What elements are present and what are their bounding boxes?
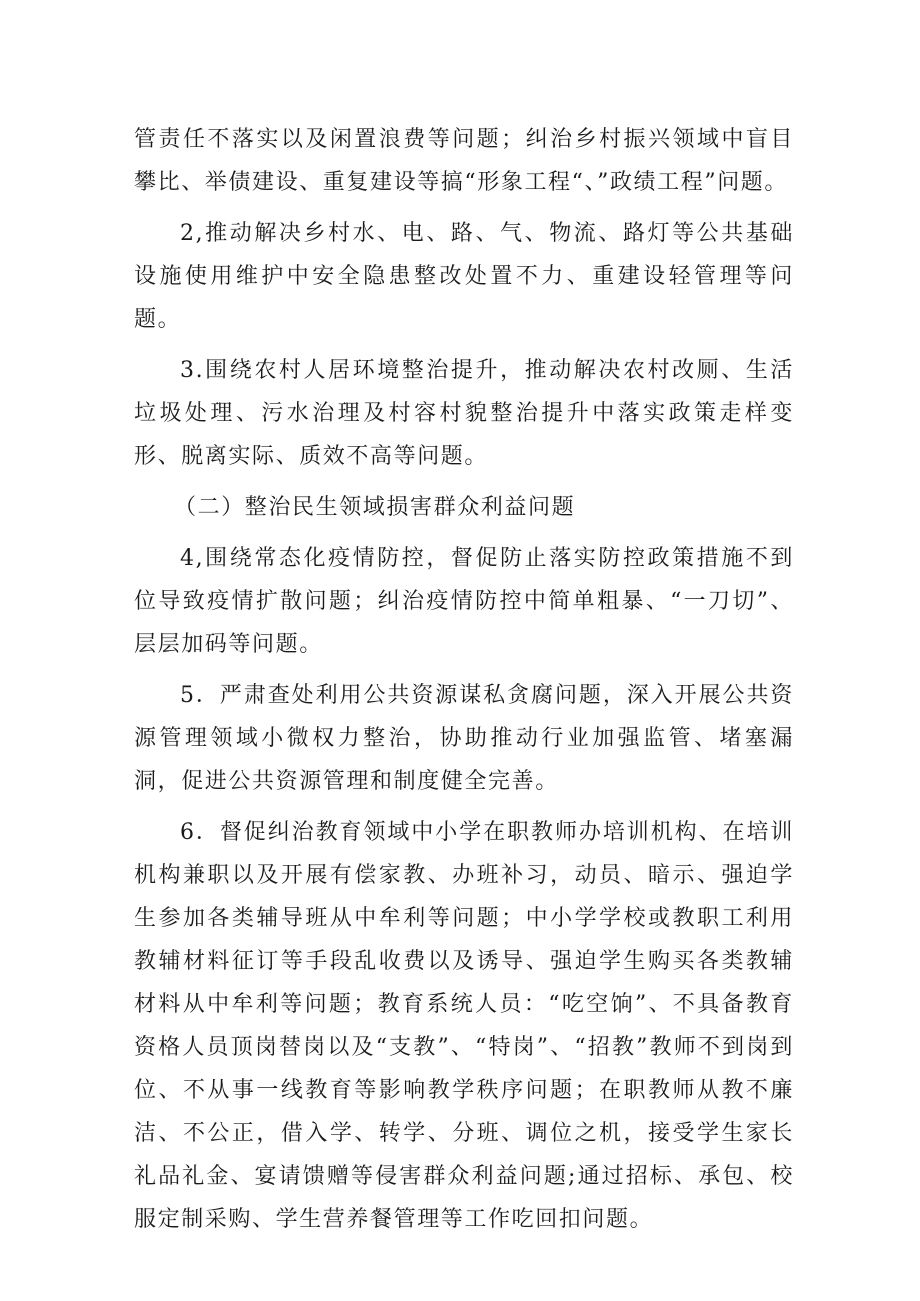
paragraph-item-5: 5．严肃查处利用公共资源谋私贪腐问题，深入开展公共资源管理领域小微权力整治，协助推动行业加强监管、堵塞漏洞，促进公共资源管理和制度健全完善。: [134, 683, 794, 794]
document-body: [134, 118, 794, 1249]
section-heading: （二）整治民生领域损害群众利益问题: [174, 495, 576, 520]
paragraph-item-4: 4,围绕常态化疫情防控，督促防止落实防控政策措施不到位导致疫情扩散问题；纠治疫情防控中简单粗暴、“一刀切”、层层加码等问题。: [134, 546, 794, 657]
paragraph-item-6: 6．督促纠治教育领域中小学在职教师办培训机构、在培训机构兼职以及开展有偿家教、办班补习，动员、暗示、强迫学生参加各类辅导班从中牟利等问题；中小学学校或教职工利用教辅材料征订等手段乱收费以及诱导、强迫学生购买各类教辅材料从中牟利等问题；教育系统人员：“吃空饷”、不具备教育资格人员顶岗替岗以及“支教”、“特岗”、“招教”教师不到岗到位、不从事一线教育等影响教学秩序问题；在职教师从教不廉洁、不公正，借入学、转学、分班、调位之机，接受学生家长礼品礼金、宴请馈赠等侵害群众利益问题;通过招标、承包、校服定制采购、学生营养餐管理等工作吃回扣问题。: [134, 820, 794, 1232]
paragraph-item-3: 3.围绕农村人居环境整治提升，推动解决农村改厕、生活垃圾处理、污水治理及村容村貌整治提升中落实政策走样变形、脱离实际、质效不高等问题。: [134, 358, 794, 469]
paragraph-continuation: 管责任不落实以及闲置浪费等问题；纠治乡村振兴领域中盲目攀比、举债建设、重复建设等搞“形象工程“、”政绩工程”问题。: [134, 127, 794, 195]
paragraph-item-2: 2,推动解决乡村水、电、路、气、物流、路灯等公共基础设施使用维护中安全隐患整改处置不力、重建设轻管理等问题。: [134, 221, 794, 332]
